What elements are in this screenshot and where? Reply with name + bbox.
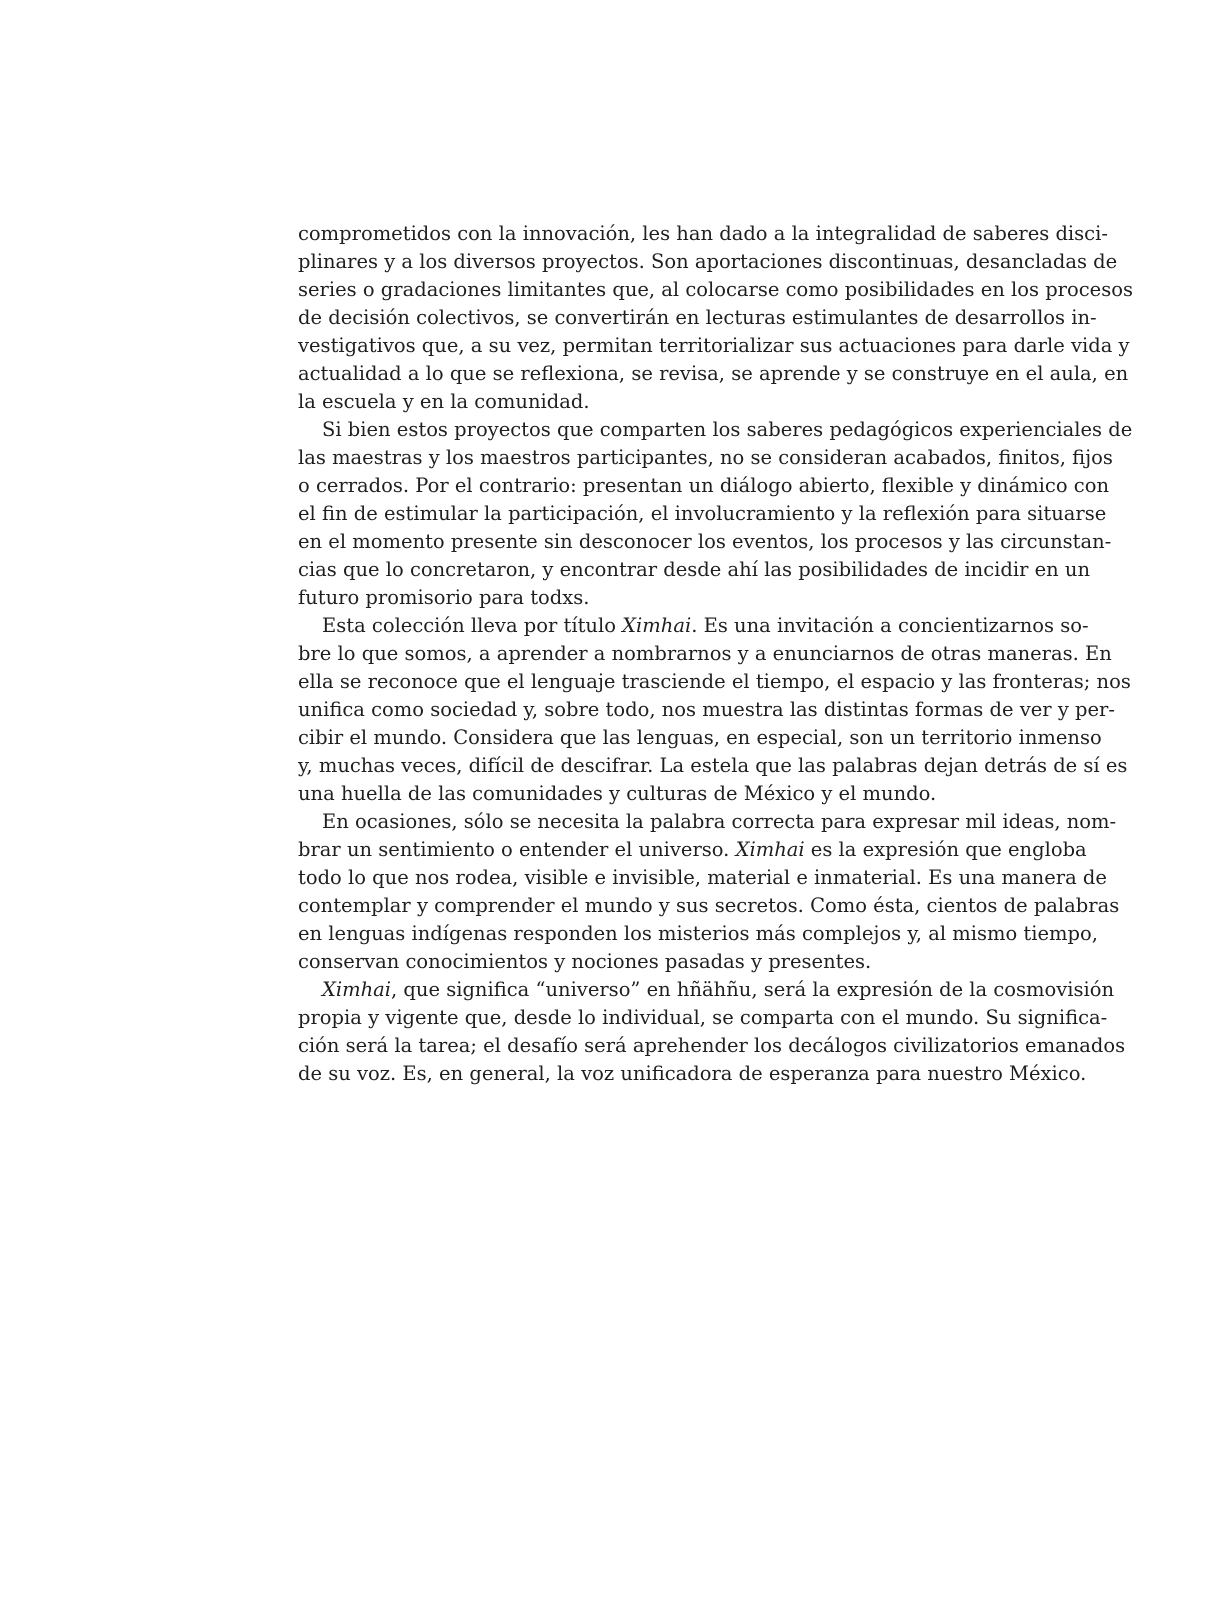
text-line: una huella de las comunidades y culturas de México y el mundo. bbox=[298, 782, 937, 805]
italic-term: Ximhai bbox=[622, 614, 692, 637]
body-text bbox=[298, 220, 1133, 1088]
text-segment: brar un sentimiento o entender el universo. bbox=[298, 838, 736, 861]
text-line: cibir el mundo. Considera que las lenguas, en especial, son un territorio inmenso bbox=[298, 726, 1102, 749]
text-line: propia y vigente que, desde lo individual, se comparta con el mundo. Su significa- bbox=[298, 1006, 1108, 1029]
text-line bbox=[298, 976, 1115, 1004]
text-line bbox=[298, 836, 1087, 864]
text-line: comprometidos con la innovación, les han dado a la integralidad de saberes disci- bbox=[298, 222, 1108, 245]
text-segment: es la expresión que engloba bbox=[804, 838, 1087, 861]
text-line: vestigativos que, a su vez, permitan territorializar sus actuaciones para darle vida y bbox=[298, 334, 1130, 357]
text-line: Si bien estos proyectos que comparten los saberes pedagógicos experienciales de bbox=[322, 418, 1133, 441]
text-line: conservan conocimientos y nociones pasadas y presentes. bbox=[298, 950, 872, 973]
text-line: series o gradaciones limitantes que, al colocarse como posibilidades en los procesos bbox=[298, 278, 1133, 301]
text-line: ella se reconoce que el lenguaje trasciende el tiempo, el espacio y las fronteras; nos bbox=[298, 670, 1131, 693]
text-line: o cerrados. Por el contrario: presentan un diálogo abierto, flexible y dinámico con bbox=[298, 474, 1110, 497]
text-segment: , que significa “universo” en hñähñu, será la expresión de la cosmovisión bbox=[391, 978, 1115, 1001]
paragraph bbox=[298, 416, 1133, 612]
text-line: bre lo que somos, a aprender a nombrarnos y a enunciarnos de otras maneras. En bbox=[298, 642, 1112, 665]
paragraph bbox=[298, 612, 1131, 808]
text-line: el fin de estimular la participación, el involucramiento y la reflexión para situarse bbox=[298, 502, 1107, 525]
italic-term: Ximhai bbox=[322, 978, 392, 1001]
text-line: actualidad a lo que se reflexiona, se revisa, se aprende y se construye en el aula, en bbox=[298, 362, 1129, 385]
text-line: futuro promisorio para todxs. bbox=[298, 586, 590, 609]
paragraph bbox=[298, 976, 1126, 1088]
text-line: las maestras y los maestros participantes, no se consideran acabados, finitos, fijos bbox=[298, 446, 1113, 469]
text-line: unifica como sociedad y, sobre todo, nos muestra las distintas formas de ver y per- bbox=[298, 698, 1115, 721]
text-line: de su voz. Es, en general, la voz unificadora de esperanza para nuestro México. bbox=[298, 1062, 1087, 1085]
text-line: en el momento presente sin desconocer los eventos, los procesos y las circunstan- bbox=[298, 530, 1112, 553]
text-line: En ocasiones, sólo se necesita la palabra correcta para expresar mil ideas, nom- bbox=[322, 810, 1117, 833]
text-line: de decisión colectivos, se convertirán en lecturas estimulantes de desarrollos in- bbox=[298, 306, 1097, 329]
paragraph bbox=[298, 808, 1120, 976]
text-line: todo lo que nos rodea, visible e invisible, material e inmaterial. Es una manera de bbox=[298, 866, 1107, 889]
text-line: y, muchas veces, difícil de descifrar. La estela que las palabras dejan detrás de sí es bbox=[298, 754, 1128, 777]
text-line: plinares y a los diversos proyectos. Son aportaciones discontinuas, desancladas de bbox=[298, 250, 1118, 273]
text-line: cias que lo concretaron, y encontrar desde ahí las posibilidades de incidir en un bbox=[298, 558, 1091, 581]
text-line: en lenguas indígenas responden los misterios más complejos y, al mismo tiempo, bbox=[298, 922, 1098, 945]
text-segment: . Es una invitación a concientizarnos so- bbox=[691, 614, 1089, 637]
text-line bbox=[298, 612, 1089, 640]
text-line: ción será la tarea; el desafío será aprehender los decálogos civilizatorios emanados bbox=[298, 1034, 1126, 1057]
italic-term: Ximhai bbox=[735, 838, 805, 861]
text-line: contemplar y comprender el mundo y sus secretos. Como ésta, cientos de palabras bbox=[298, 894, 1120, 917]
paragraph bbox=[298, 220, 1133, 416]
text-segment: Esta colección lleva por título bbox=[322, 614, 623, 637]
text-line: la escuela y en la comunidad. bbox=[298, 390, 590, 413]
